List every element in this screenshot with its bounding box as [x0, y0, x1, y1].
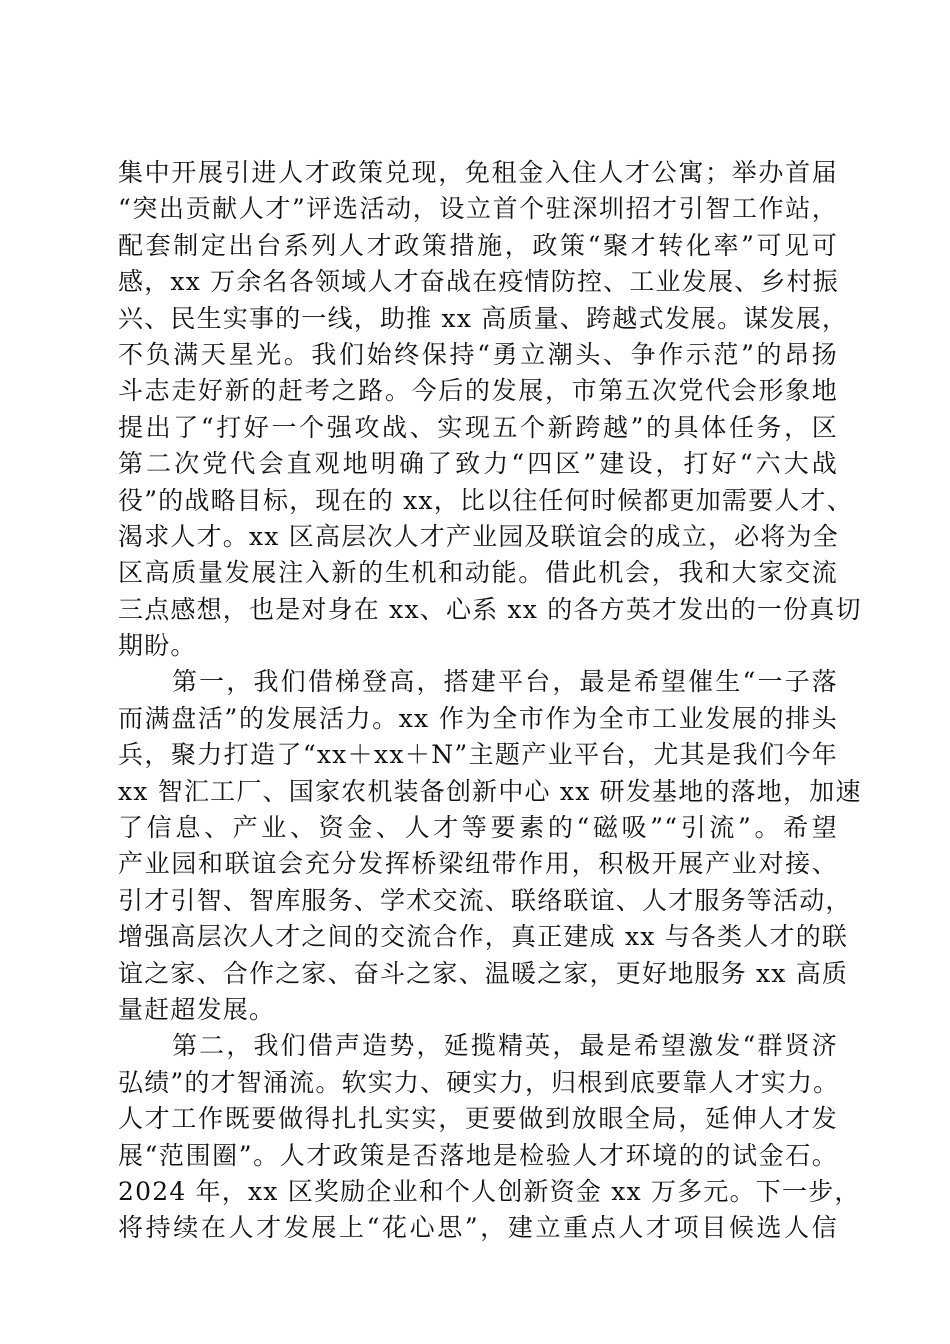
- paragraph-1-line: 斗志走好新的赶考之路。今后的发展，市第五次党代会形象地: [118, 376, 838, 406]
- paragraph-1-line: 期盼。: [118, 631, 197, 661]
- paragraph-2-line: 第一，我们借梯登高，搭建平台，最是希望催生“一子落: [172, 667, 838, 697]
- paragraph-1-line: 集中开展引进人才政策兑现，免租金入住人才公寓；举办首届: [118, 158, 838, 187]
- paragraph-3-line: 2024 年，xx 区奖励企业和个人创新资金 xx 万多元。下一步，: [118, 1176, 861, 1206]
- paragraph-1-line: 不负满天星光。我们始终保持“勇立潮头、争作示范”的昂扬: [118, 339, 838, 369]
- paragraph-1-line: 三点感想，也是对身在 xx、心系 xx 的各方英才发出的一份真切: [118, 594, 862, 624]
- paragraph-3-line: 将持续在人才发展上“花心思”，建立重点人才项目候选人信: [118, 1213, 838, 1243]
- paragraph-2-line: 引才引智、智库服务、学术交流、联络联谊、人才服务等活动，: [118, 885, 852, 915]
- paragraph-1-line: 第二次党代会直观地明确了致力“四区”建设，打好“六大战: [118, 449, 838, 479]
- paragraph-2-line: 了信息、产业、资金、人才等要素的“磁吸”“引流”。希望: [118, 813, 838, 843]
- paragraph-3-line: 展“范围圈”。人才政策是否落地是检验人才环境的的试金石。: [118, 1140, 838, 1170]
- paragraph-2-line: xx 智汇工厂、国家农机装备创新中心 xx 研发基地的落地，加速: [118, 776, 862, 806]
- paragraph-1-line: 役”的战略目标，现在的 xx，比以往任何时候都更加需要人才、: [118, 485, 853, 515]
- paragraph-1-line: 兴、民生实事的一线，助推 xx 高质量、跨越式发展。谋发展，: [118, 303, 849, 333]
- paragraph-1-line: 配套制定出台系列人才政策措施，政策“聚才转化率”可见可: [118, 230, 838, 260]
- paragraph-1-line: 感，xx 万余名各领域人才奋战在疫情防控、工业发展、乡村振: [118, 267, 839, 297]
- paragraph-1-line: “突出贡献人才”评选活动，设立首个驻深圳招才引智工作站，: [118, 194, 838, 224]
- paragraph-2-line: 兵，聚力打造了“xx＋xx＋N”主题产业平台，尤其是我们今年: [118, 740, 838, 770]
- paragraph-2-line: 产业园和联谊会充分发挥桥梁纽带作用，积极开展产业对接、: [118, 849, 838, 879]
- paragraph-2-line: 谊之家、合作之家、奋斗之家、温暖之家，更好地服务 xx 高质: [118, 958, 849, 988]
- paragraph-1-line: 区高质量发展注入新的生机和动能。借此机会，我和大家交流: [118, 558, 838, 588]
- paragraph-1-line: 渴求人才。xx 区高层次人才产业园及联谊会的成立，必将为全: [118, 521, 839, 551]
- paragraph-2-line: 增强高层次人才之间的交流合作，真正建成 xx 与各类人才的联: [118, 922, 849, 952]
- paragraph-3-line: 人才工作既要做得扎扎实实，更要做到放眼全局，延伸人才发: [118, 1104, 838, 1134]
- paragraph-3-line: 第二，我们借声造势，延揽精英，最是希望激发“群贤济: [172, 1031, 838, 1061]
- paragraph-1-line: 提出了“打好一个强攻战、实现五个新跨越”的具体任务，区: [118, 412, 838, 442]
- paragraph-2-line: 而满盘活”的发展活力。xx 作为全市作为全市工业发展的排头: [118, 703, 838, 733]
- paragraph-2-line: 量赶超发展。: [118, 994, 276, 1024]
- document-body: [118, 155, 862, 1247]
- paragraph-3-line: 弘绩”的才智涌流。软实力、硬实力，归根到底要靠人才实力。: [118, 1067, 840, 1097]
